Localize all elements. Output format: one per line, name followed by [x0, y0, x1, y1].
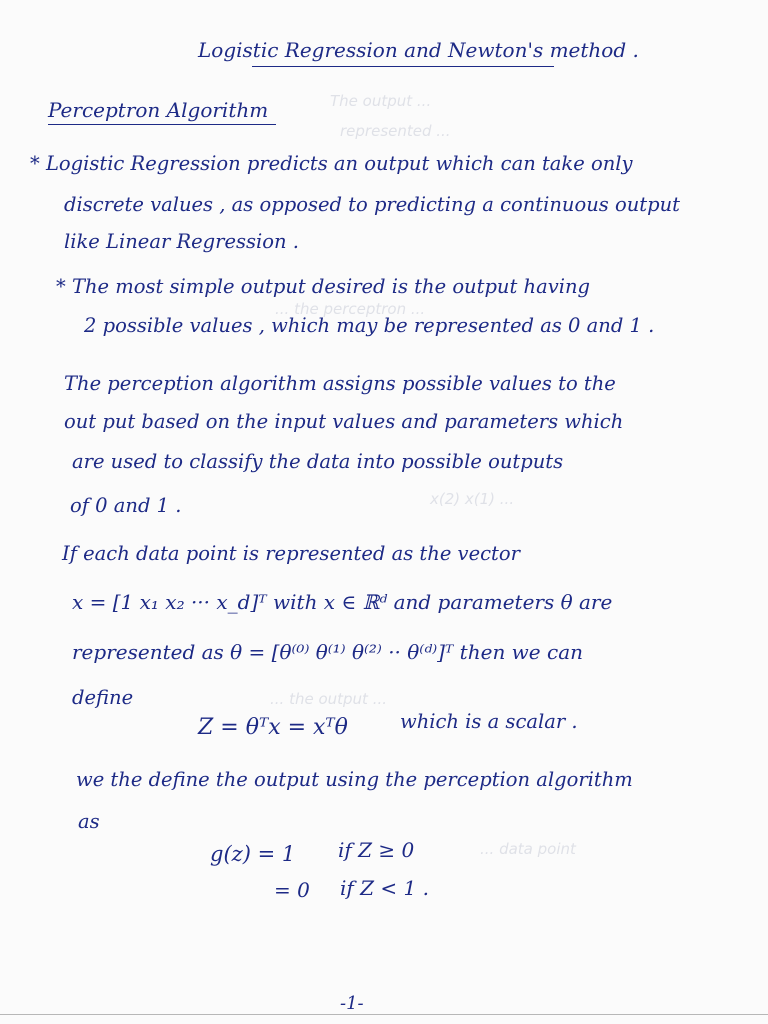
page-bottom-edge [0, 1014, 768, 1015]
bleed-through-text: represented ... [340, 122, 451, 140]
page-number: -1- [340, 993, 364, 1014]
heading-underline [48, 124, 276, 125]
piecewise-cond-2: if Z < 1 . [340, 876, 429, 900]
text-line: like Linear Regression . [64, 230, 299, 253]
bleed-through-text: x(2) x(1) ... [430, 490, 515, 508]
equation-note: which is a scalar . [400, 710, 578, 733]
text-line: define [72, 686, 134, 709]
text-line: * Logistic Regression predicts an output which can take only [30, 152, 633, 175]
text-line: discrete values , as opposed to predicting a continuous output [64, 193, 680, 216]
text-line: The perception algorithm assigns possible values to the [64, 372, 616, 395]
page-title: Logistic Regression and Newton's method . [198, 38, 639, 62]
bleed-through-text: ... data point [480, 840, 576, 858]
bleed-through-text: ... the perceptron ... [275, 300, 426, 318]
text-line: we the define the output using the perception algorithm [76, 768, 633, 791]
text-line: as [78, 810, 100, 833]
text-line: * The most simple output desired is the output having [56, 275, 591, 298]
text-line: are used to classify the data into possible outputs [72, 450, 564, 473]
bleed-through-text: The output ... [330, 92, 432, 110]
math-line: x = [1 x₁ x₂ ··· x_d]ᵀ with x ∈ ℝᵈ and parameters θ are [72, 590, 613, 614]
text-line: 2 possible values , which may be represented as 0 and 1 . [84, 314, 655, 337]
section-heading: Perceptron Algorithm [48, 98, 269, 122]
bleed-through-text: ... the output ... [270, 690, 388, 708]
math-line: represented as θ = [θ⁽⁰⁾ θ⁽¹⁾ θ⁽²⁾ ·· θ⁽ᵈ⁾]ᵀ then we can [72, 640, 583, 664]
text-line: If each data point is represented as the vector [62, 542, 520, 565]
equation-z: Z = θᵀx = xᵀθ [198, 715, 348, 740]
piecewise-cond-1: if Z ≥ 0 [338, 838, 415, 862]
text-line: out put based on the input values and parameters which [64, 410, 624, 433]
title-underline [252, 66, 554, 67]
text-line: of 0 and 1 . [70, 494, 182, 517]
piecewise-lhs-1: g(z) = 1 [210, 842, 296, 866]
piecewise-lhs-2: = 0 [274, 878, 310, 902]
